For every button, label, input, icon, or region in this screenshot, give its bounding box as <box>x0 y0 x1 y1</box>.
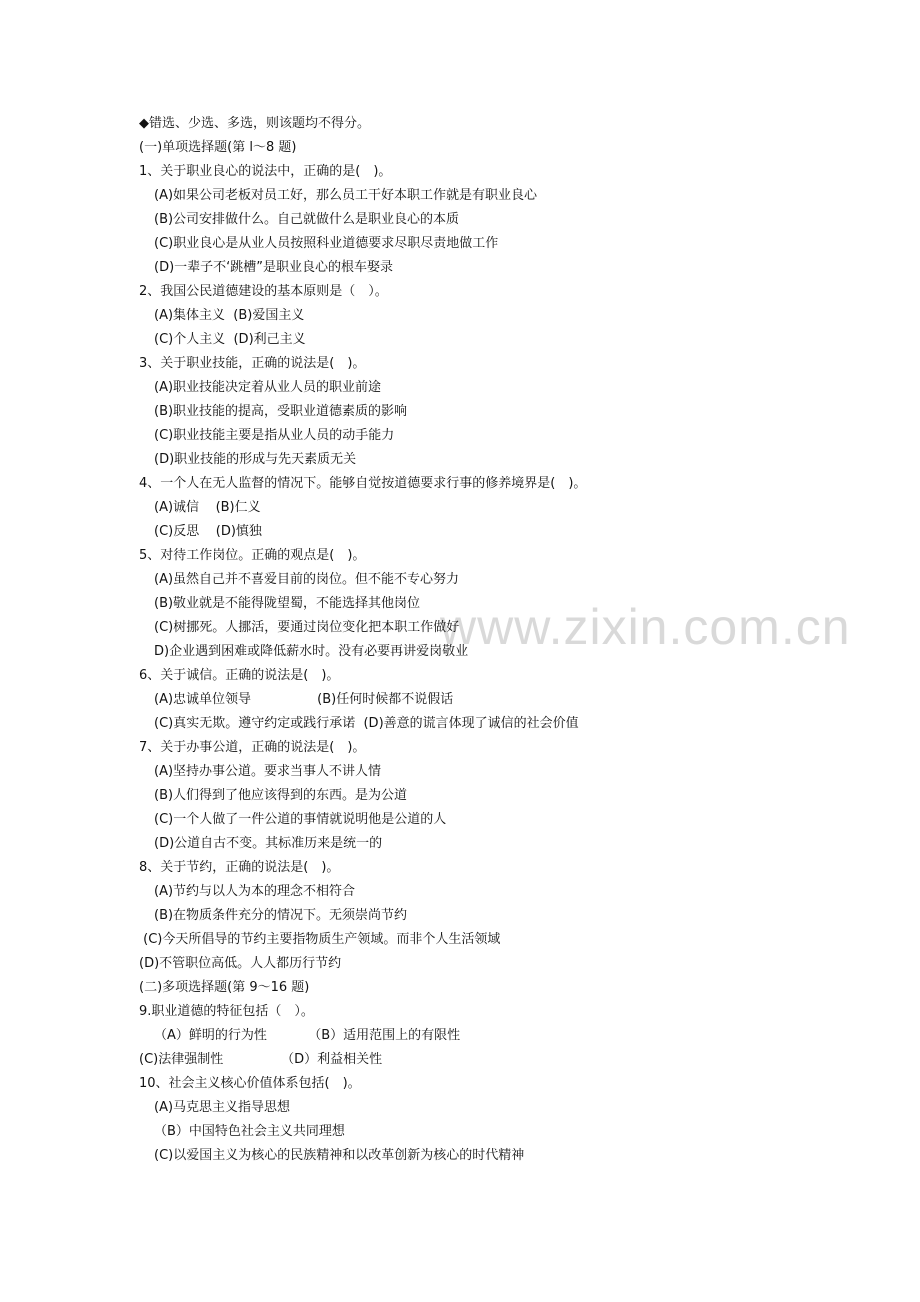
question-1-option-c: (C)职业良心是从业人员按照科业道德要求尽职尽责地做工作 <box>154 236 499 251</box>
question-9-options-cd: (C)法律强制性 （D）利益相关性 <box>139 1052 383 1067</box>
section-heading-single-choice: (一)单项选择题(第 l～8 题) <box>139 140 297 155</box>
section-heading-multiple-choice: (二)多项选择题(第 9～16 题) <box>139 980 310 995</box>
question-5: 5、对待工作岗位。正确的观点是( )。 <box>139 548 366 563</box>
watermark-text: www.zixin.com.cn <box>440 599 851 655</box>
question-1-option-a: (A)如果公司老板对员工好，那么员工干好本职工作就是有职业良心 <box>154 188 538 203</box>
question-9-options-ab: （A）鲜明的行为性 （B）适用范围上的有限性 <box>154 1028 461 1043</box>
question-7-option-c: (C)一个人做了一件公道的事情就说明他是公道的人 <box>154 812 447 827</box>
question-2-options-ab: (A)集体主义 (B)爱国主义 <box>154 308 305 323</box>
question-8: 8、关于节约，正确的说法是( )。 <box>139 860 340 875</box>
question-3-option-c: (C)职业技能主要是指从业人员的动手能力 <box>154 428 395 443</box>
question-6-options-ab: (A)忠诚单位领导 (B)任何时候都不说假话 <box>154 692 454 707</box>
question-8-option-a: (A)节约与以人为本的理念不相符合 <box>154 884 356 899</box>
question-5-option-d: D)企业遇到困难或降低薪水时。没有必要再讲爱岗敬业 <box>154 644 469 659</box>
question-6: 6、关于诚信。正确的说法是( )。 <box>139 668 340 683</box>
instruction-line: ◆错选、少选、多选，则该题均不得分。 <box>139 116 370 131</box>
question-7: 7、关于办事公道，正确的说法是( )。 <box>139 740 366 755</box>
question-10: 10、社会主义核心价值体系包括( )。 <box>139 1076 361 1091</box>
question-5-option-c: (C)树挪死。人挪活，要通过岗位变化把本职工作做好 <box>154 620 460 635</box>
question-10-option-b: （B）中国特色社会主义共同理想 <box>154 1124 345 1139</box>
question-3-option-a: (A)职业技能决定着从业人员的职业前途 <box>154 380 382 395</box>
question-1-option-d: (D)一辈子不‘跳槽”是职业良心的根车娶录 <box>154 260 394 275</box>
question-8-option-b: (B)在物质条件充分的情况下。无须崇尚节约 <box>154 908 408 923</box>
question-3-option-d: (D)职业技能的形成与先天素质无关 <box>154 452 357 467</box>
question-4-options-ab: (A)诚信 (B)仁义 <box>154 500 261 515</box>
question-7-option-b: (B)人们得到了他应该得到的东西。是为公道 <box>154 788 408 803</box>
question-9: 9.职业道德的特征包括（ ）。 <box>139 1004 314 1019</box>
question-5-option-b: (B)敬业就是不能得陇望蜀，不能选择其他岗位 <box>154 596 421 611</box>
question-1: 1、关于职业良心的说法中，正确的是( )。 <box>139 164 392 179</box>
question-8-option-d: (D)不管职位高低。人人都历行节约 <box>139 956 342 971</box>
question-2-options-cd: (C)个人主义 (D)利己主义 <box>154 332 306 347</box>
question-1-option-b: (B)公司安排做什么。自己就做什么是职业良心的本质 <box>154 212 460 227</box>
question-10-option-c: (C)以爱国主义为核心的民族精神和以改革创新为核心的时代精神 <box>154 1148 525 1163</box>
question-8-option-c: (C)今天所倡导的节约主要指物质生产领域。而非个人生活领域 <box>139 932 501 947</box>
question-2: 2、我国公民道德建设的基本原则是（ ）。 <box>139 284 388 299</box>
question-4: 4、一个人在无人监督的情况下。能够自觉按道德要求行事的修养境界是( )。 <box>139 476 587 491</box>
question-4-options-cd: (C)反思 (D)慎独 <box>154 524 262 539</box>
question-10-option-a: (A)马克思主义指导思想 <box>154 1100 291 1115</box>
question-5-option-a: (A)虽然自己并不喜爱目前的岗位。但不能不专心努力 <box>154 572 460 587</box>
question-3-option-b: (B)职业技能的提高，受职业道德素质的影响 <box>154 404 408 419</box>
question-3: 3、关于职业技能，正确的说法是( )。 <box>139 356 366 371</box>
question-7-option-a: (A)坚持办事公道。要求当事人不讲人情 <box>154 764 382 779</box>
question-7-option-d: (D)公道自古不变。其标准历来是统一的 <box>154 836 383 851</box>
question-6-options-cd: (C)真实无欺。遵守约定或践行承诺 (D)善意的谎言体现了诚信的社会价值 <box>154 716 579 731</box>
